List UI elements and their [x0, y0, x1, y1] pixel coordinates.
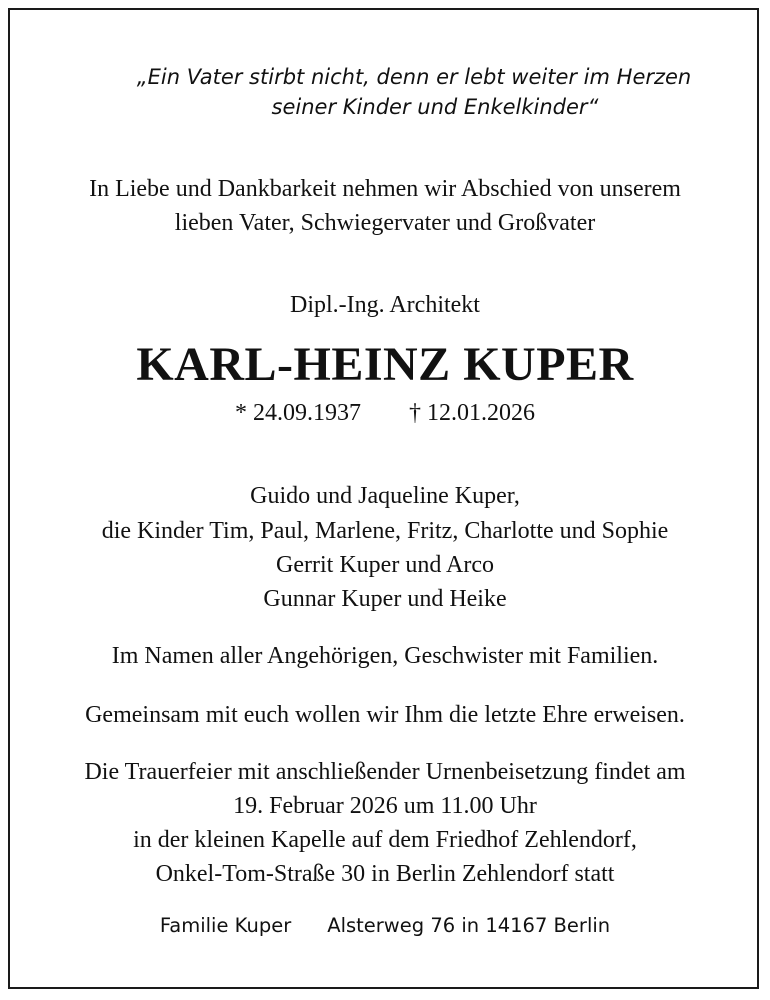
intro-line-1: In Liebe und Dankbarkeit nehmen wir Abschied von unserem [89, 176, 681, 202]
birth-date: * 24.09.1937 [235, 400, 361, 426]
mourner-line: Guido und Jaqueline Kuper, [250, 483, 520, 509]
relatives-line: Im Namen aller Angehörigen, Geschwister mit Familien. [111, 643, 659, 669]
service-line: in der kleinen Kapelle auf dem Friedhof Zehlendorf, [133, 827, 637, 853]
mourner-line: Gunnar Kuper und Heike [263, 586, 507, 612]
service-line: Onkel-Tom-Straße 30 in Berlin Zehlendorf statt [155, 861, 615, 887]
footer [0, 911, 770, 941]
mourner-line: Gerrit Kuper und Arco [276, 552, 494, 578]
service-line: Die Trauerfeier mit anschließender Urnenbeisetzung findet am [84, 759, 686, 785]
deceased-name: KARL-HEINZ KUPER [136, 338, 634, 391]
death-date: † 12.01.2026 [409, 400, 535, 426]
intro-line-2: lieben Vater, Schwiegervater und Großvater [174, 210, 596, 236]
quote-line-2: seiner Kinder und Enkelkinder“ [271, 95, 599, 119]
footer-address: Alsterweg 76 in 14167 Berlin [327, 914, 611, 937]
quote-line-1: „Ein Vater stirbt nicht, denn er lebt weiter im Herzen [136, 65, 692, 89]
farewell-line: Gemeinsam mit euch wollen wir Ihm die letzte Ehre erweisen. [85, 702, 685, 728]
service-line: 19. Februar 2026 um 11.00 Uhr [233, 793, 537, 819]
deceased-title: Dipl.-Ing. Architekt [290, 292, 480, 318]
life-dates [0, 397, 770, 429]
footer-family: Familie Kuper [159, 914, 292, 937]
mourner-line: die Kinder Tim, Paul, Marlene, Fritz, Charlotte und Sophie [101, 518, 669, 544]
